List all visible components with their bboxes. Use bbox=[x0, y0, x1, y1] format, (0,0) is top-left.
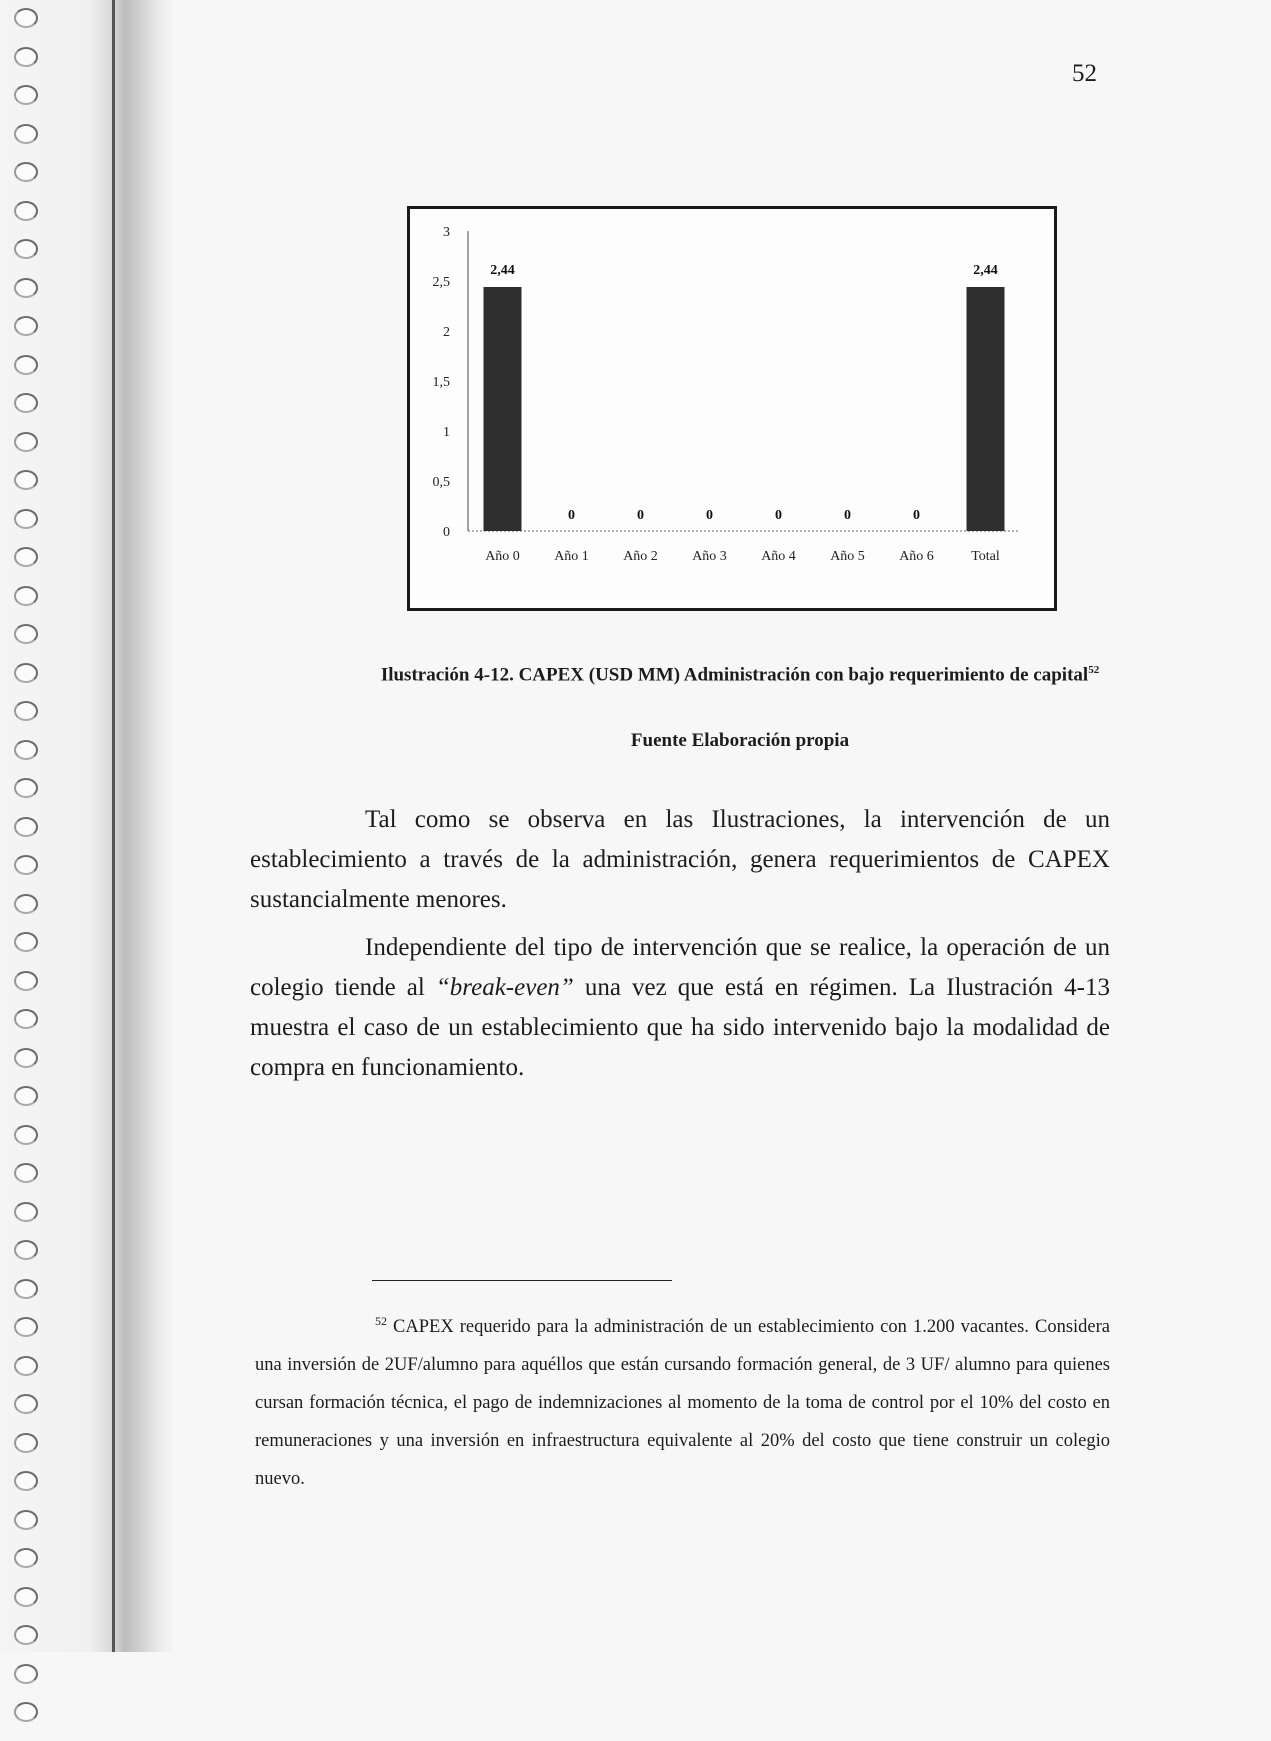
binding-hole bbox=[14, 624, 38, 644]
binding-spine bbox=[112, 0, 115, 1652]
binding-hole bbox=[14, 971, 38, 991]
binding-hole bbox=[14, 316, 38, 336]
paragraph-2-end: una vez que está en régimen. La Ilustración 4-13 muestra el caso de un establecimiento que ha sido intervenido bajo la modalidad de compra en funcionamiento. bbox=[250, 974, 1110, 1081]
x-tick-label: Total bbox=[971, 549, 1000, 564]
data-label: 2,44 bbox=[490, 263, 515, 278]
binding-hole bbox=[14, 1317, 38, 1337]
binding-hole bbox=[14, 1356, 38, 1376]
paragraph-2 bbox=[250, 928, 1110, 1088]
binding-hole bbox=[14, 1125, 38, 1145]
binding-hole bbox=[14, 1471, 38, 1491]
binding-hole bbox=[14, 162, 38, 182]
data-label: 0 bbox=[637, 508, 644, 523]
binding-hole bbox=[14, 932, 38, 952]
data-label: 0 bbox=[775, 508, 782, 523]
binding-hole bbox=[14, 1625, 38, 1645]
binding-hole bbox=[14, 1240, 38, 1260]
binding-hole bbox=[14, 1548, 38, 1568]
binding-hole bbox=[14, 470, 38, 490]
x-tick-label: Año 5 bbox=[830, 549, 865, 564]
binding-hole bbox=[14, 663, 38, 683]
binding-hole bbox=[14, 1702, 38, 1722]
x-tick-label: Año 6 bbox=[899, 549, 934, 564]
binding-hole bbox=[14, 1163, 38, 1183]
binding-hole bbox=[14, 8, 38, 28]
y-tick-label: 3 bbox=[443, 225, 450, 240]
binding-hole bbox=[14, 1086, 38, 1106]
binding-hole bbox=[14, 432, 38, 452]
figure-source: Fuente Elaboración propia bbox=[630, 730, 850, 751]
footnote-text: CAPEX requerido para la administración de un establecimiento con 1.200 vacantes. Considera una inversión de 2UF/alumno para aquéllos que están cursando formación general, de 3 UF/ alumno para quienes cursan formación técnica, el pago de indemnizaciones al momento de la toma de control por el 10% del costo en remuneraciones y una inversión en infraestructura equivalente al 20% del costo que tiene construir un colegio nuevo. bbox=[255, 1317, 1110, 1490]
binding-hole bbox=[14, 1664, 38, 1684]
y-tick-label: 2 bbox=[443, 325, 450, 340]
binding-hole bbox=[14, 47, 38, 67]
data-label: 0 bbox=[844, 508, 851, 523]
binding-hole bbox=[14, 393, 38, 413]
x-tick-label: Año 3 bbox=[692, 549, 727, 564]
bar bbox=[967, 287, 1005, 531]
y-tick-label: 2,5 bbox=[432, 275, 450, 290]
x-tick-label: Año 0 bbox=[485, 549, 520, 564]
binding-hole bbox=[14, 509, 38, 529]
y-tick-label: 1 bbox=[443, 425, 450, 440]
binding-holes bbox=[14, 8, 38, 1741]
paragraph-2-start: Independiente del tipo de intervención que se realice, la operación de un colegio tiende al bbox=[250, 934, 1110, 1001]
binding-hole bbox=[14, 778, 38, 798]
footnote-separator bbox=[372, 1280, 672, 1281]
paragraph-2-emphasis: “break-even” bbox=[435, 974, 574, 1001]
binding-hole bbox=[14, 817, 38, 837]
binding-hole bbox=[14, 701, 38, 721]
binding-hole bbox=[14, 1394, 38, 1414]
binding-hole bbox=[14, 1279, 38, 1299]
data-label: 0 bbox=[706, 508, 713, 523]
data-label: 0 bbox=[913, 508, 920, 523]
binding-hole bbox=[14, 1433, 38, 1453]
y-tick-label: 0,5 bbox=[432, 475, 450, 490]
binding-hole bbox=[14, 1202, 38, 1222]
binding-hole bbox=[14, 547, 38, 567]
bar bbox=[484, 287, 522, 531]
binding-hole bbox=[14, 239, 38, 259]
binding-hole bbox=[14, 201, 38, 221]
caption-footnote-ref: 52 bbox=[1088, 664, 1100, 676]
y-tick-label: 0 bbox=[443, 525, 450, 540]
x-tick-label: Año 2 bbox=[623, 549, 658, 564]
chart-canvas bbox=[410, 209, 1054, 608]
binding-hole bbox=[14, 1009, 38, 1029]
x-tick-label: Año 4 bbox=[761, 549, 796, 564]
x-tick-label: Año 1 bbox=[554, 549, 589, 564]
footnote bbox=[255, 1302, 1110, 1498]
binding-hole bbox=[14, 1048, 38, 1068]
binding-hole bbox=[14, 586, 38, 606]
binding-hole bbox=[14, 278, 38, 298]
binding-hole bbox=[14, 894, 38, 914]
footnote-number: 52 bbox=[375, 1314, 387, 1328]
binding-hole bbox=[14, 1510, 38, 1530]
data-label: 2,44 bbox=[973, 263, 998, 278]
binding-hole bbox=[14, 855, 38, 875]
binding-hole bbox=[14, 355, 38, 375]
capex-bar-chart bbox=[407, 206, 1057, 611]
binding-hole bbox=[14, 740, 38, 760]
binding-hole bbox=[14, 124, 38, 144]
paragraph-1: Tal como se observa en las Ilustraciones, la intervención de un establecimiento a través de la administración, genera requerimientos de CAPEX sustancialmente menores. bbox=[250, 806, 1110, 913]
caption-text: Ilustración 4-12. CAPEX (USD MM) Administración con bajo requerimiento de capital bbox=[380, 664, 1089, 686]
binding-hole bbox=[14, 1587, 38, 1607]
figure-caption bbox=[360, 658, 1120, 687]
data-label: 0 bbox=[568, 508, 575, 523]
y-tick-label: 1,5 bbox=[432, 375, 450, 390]
page-number: 52 bbox=[1072, 60, 1097, 87]
binding-hole bbox=[14, 85, 38, 105]
